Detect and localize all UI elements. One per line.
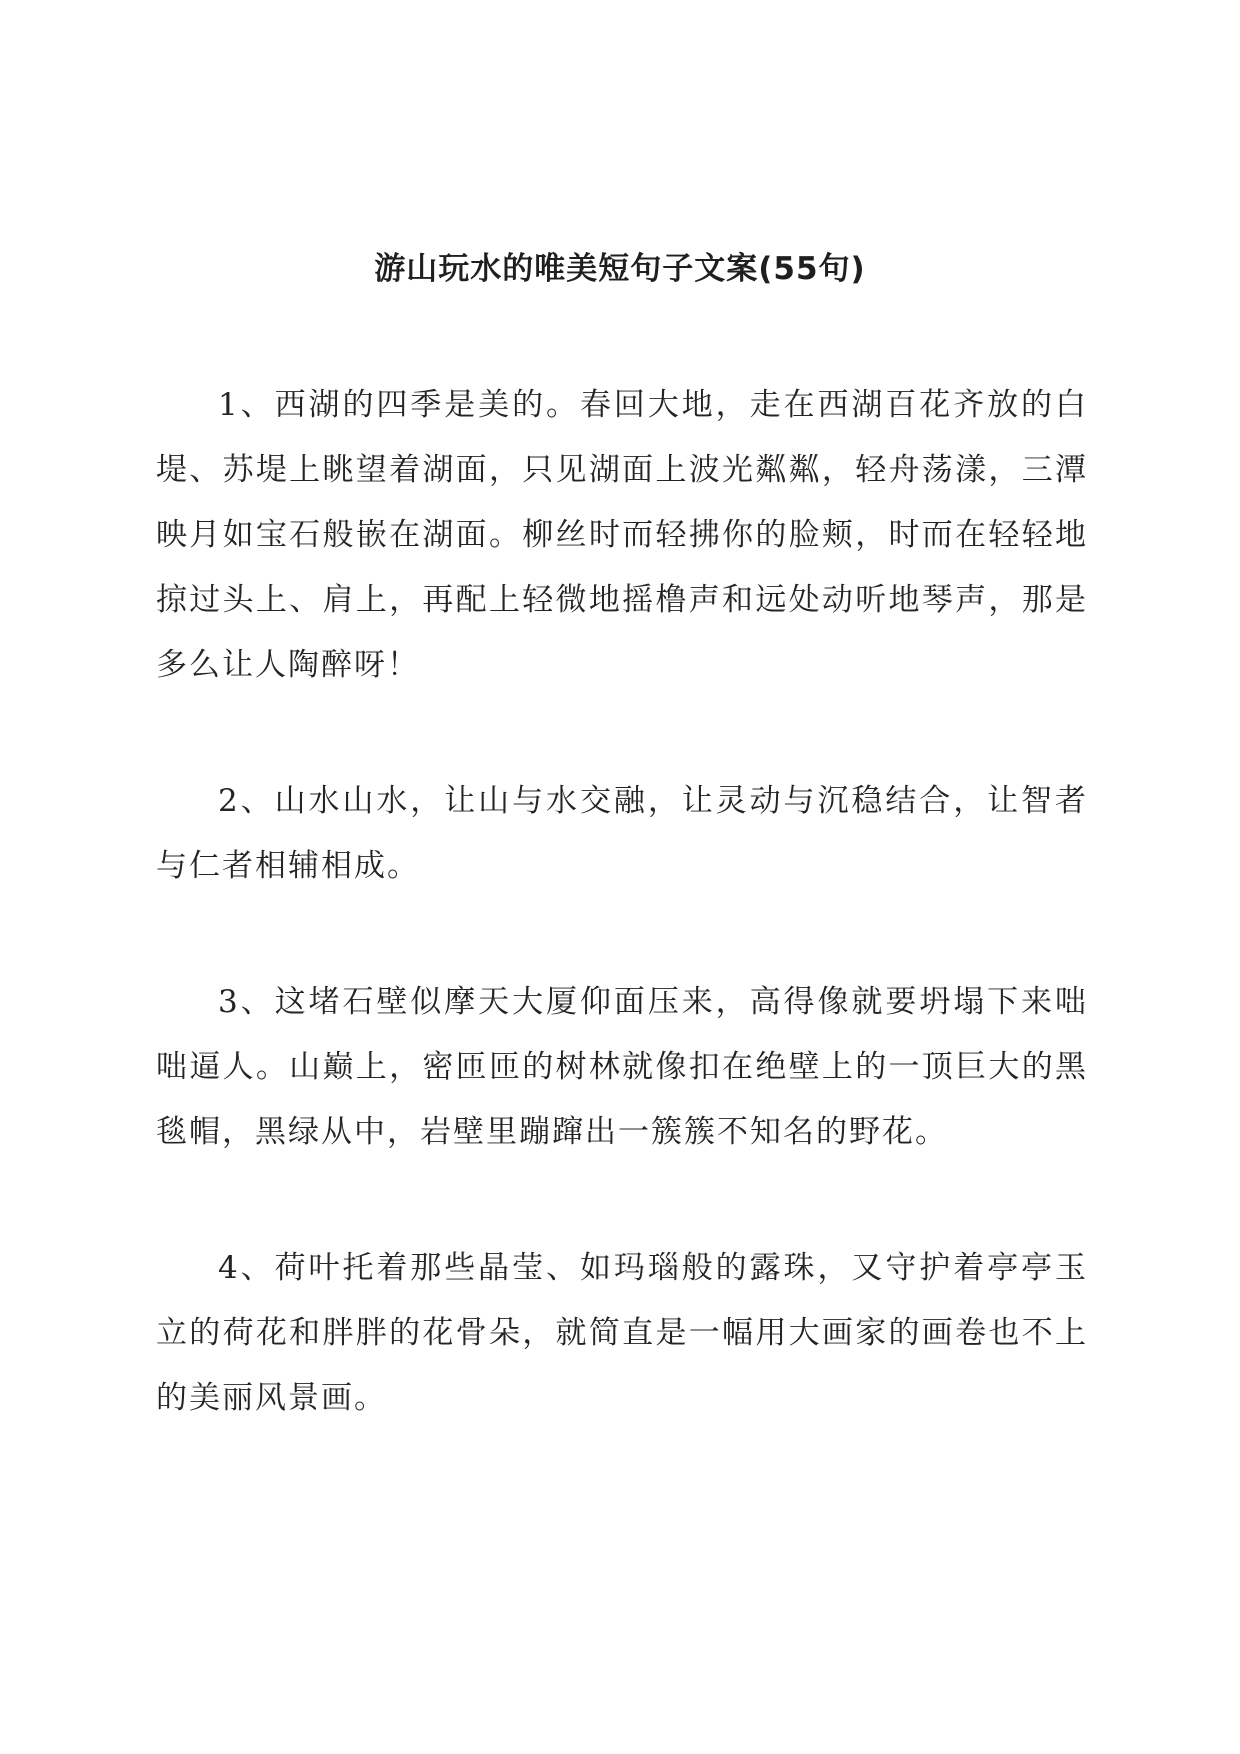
document-body — [156, 373, 1088, 1431]
paragraph-1: 1、西湖的四季是美的。春回大地，走在西湖百花齐放的白堤、苏堤上眺望着湖面，只见湖面上波光粼粼，轻舟荡漾，三潭映月如宝石般嵌在湖面。柳丝时而轻拂你的脸颊，时而在轻轻地掠过头上、肩上，再配上轻微地摇橹声和远处动听地琴声，那是多么让人陶醉呀！ — [156, 387, 1088, 683]
paragraph-4: 4、荷叶托着那些晶莹、如玛瑙般的露珠，又守护着亭亭玉立的荷花和胖胖的花骨朵，就简直是一幅用大画家的画卷也不上的美丽风景画。 — [156, 1250, 1088, 1416]
page-title: 游山玩水的唯美短句子文案(55句) — [374, 251, 866, 287]
paragraph-3: 3、这堵石壁似摩天大厦仰面压来，高得像就要坍塌下来咄咄逼人。山巅上，密匝匝的树林就像扣在绝壁上的一顶巨大的黑毯帽，黑绿从中，岩壁里蹦蹿出一簇簇不知名的野花。 — [156, 984, 1088, 1150]
paragraph-2: 2、山水山水，让山与水交融，让灵动与沉稳结合，让智者与仁者相辅相成。 — [156, 783, 1088, 884]
